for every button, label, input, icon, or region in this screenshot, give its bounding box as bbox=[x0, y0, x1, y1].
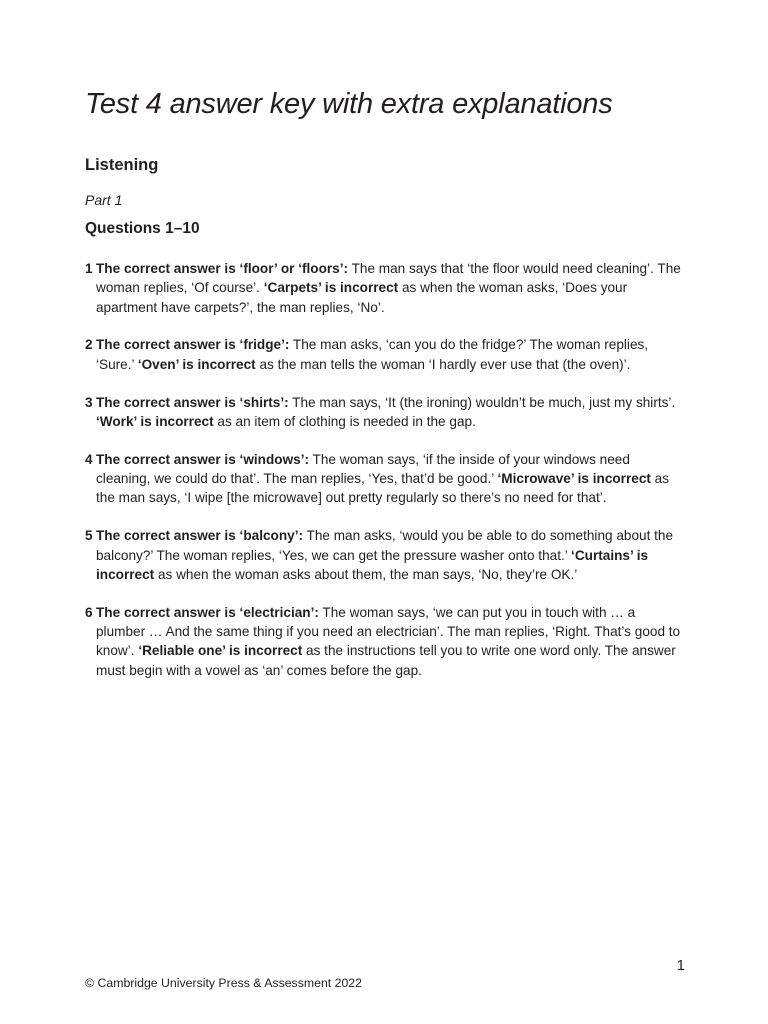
answer-text: The woman says, ‘if the inside of your windows need cleaning, we could do that’. The man replies, ‘Yes, that’d be good.’ bbox=[96, 451, 630, 487]
answer-text: as the man says, ‘I wipe [the microwave] out pretty regularly so there’s no need for that’. bbox=[96, 471, 670, 506]
answer-item bbox=[85, 526, 685, 584]
answer-text: as the man tells the woman ‘I hardly ever use that (the oven)’. bbox=[255, 356, 631, 372]
section-heading: Listening bbox=[85, 156, 159, 174]
copyright-notice: © Cambridge University Press & Assessment 2022 bbox=[85, 976, 362, 990]
answer-emphasis: ‘Carpets’ is incorrect bbox=[263, 280, 399, 296]
answer-emphasis: ‘Reliable one’ is incorrect bbox=[138, 643, 303, 659]
answer-item bbox=[85, 603, 685, 680]
answer-number: 4 bbox=[85, 451, 93, 467]
answer-emphasis: The correct answer is ‘windows’: bbox=[96, 451, 310, 467]
answer-number: 1 bbox=[85, 261, 93, 276]
answer-number: 5 bbox=[85, 528, 93, 544]
answer-text: as when the woman asks about them, the man says, ‘No, they’re OK.’ bbox=[154, 566, 578, 582]
answer-item bbox=[85, 259, 685, 317]
answer-item bbox=[85, 335, 685, 374]
page-number: 1 bbox=[676, 957, 685, 974]
answer-emphasis: The correct answer is ‘shirts’: bbox=[96, 394, 289, 410]
part-label: Part 1 bbox=[85, 192, 123, 208]
answer-text: The man asks, ‘can you do the fridge?’ The woman replies, ‘Sure.’ bbox=[96, 337, 649, 372]
answer-text: The man says that ‘the floor would need cleaning’. The woman replies, ‘Of course’. bbox=[96, 261, 681, 296]
answer-number: 3 bbox=[85, 394, 93, 410]
answer-text: as the instructions tell you to write one word only. The answer must begin with a vowel as ‘an’ comes before the gap. bbox=[96, 643, 676, 678]
answer-text: as when the woman asks, ‘Does your apartment have carpets?’, the man replies, ‘No’. bbox=[96, 280, 628, 315]
answer-text: The man asks, ‘would you be able to do something about the balcony?’ The woman replies, ‘Yes, we can get the pressure washer onto that.’ bbox=[96, 528, 674, 563]
answer-emphasis: ‘Microwave’ is incorrect bbox=[497, 471, 651, 487]
answer-emphasis: ‘Oven’ is incorrect bbox=[137, 356, 256, 372]
answer-list bbox=[85, 259, 685, 699]
answer-number: 2 bbox=[85, 337, 93, 353]
answer-text: The man says, ‘It (the ironing) wouldn’t be much, just my shirts’. bbox=[288, 394, 676, 410]
answer-number: 6 bbox=[85, 604, 93, 620]
answer-item bbox=[85, 393, 685, 432]
answer-emphasis: The correct answer is ‘fridge’: bbox=[96, 337, 290, 353]
answer-text: as an item of clothing is needed in the gap. bbox=[213, 413, 476, 429]
page-title: Test 4 answer key with extra explanations bbox=[85, 88, 613, 120]
answer-emphasis: The correct answer is ‘electrician’: bbox=[96, 604, 319, 620]
questions-heading: Questions 1–10 bbox=[85, 220, 200, 237]
answer-emphasis: The correct answer is ‘balcony’: bbox=[96, 528, 303, 544]
answer-text: The woman says, ‘we can put you in touch with … a plumber … And the same thing if you need an electrician’. The man replies, ‘Right. That’s good to know’. bbox=[96, 604, 681, 659]
answer-emphasis: ‘Work’ is incorrect bbox=[96, 413, 214, 429]
answer-item bbox=[85, 450, 685, 508]
answer-emphasis: ‘Curtains’ is incorrect bbox=[96, 547, 649, 582]
answer-emphasis: The correct answer is ‘floor’ or ‘floors’: bbox=[96, 261, 349, 276]
